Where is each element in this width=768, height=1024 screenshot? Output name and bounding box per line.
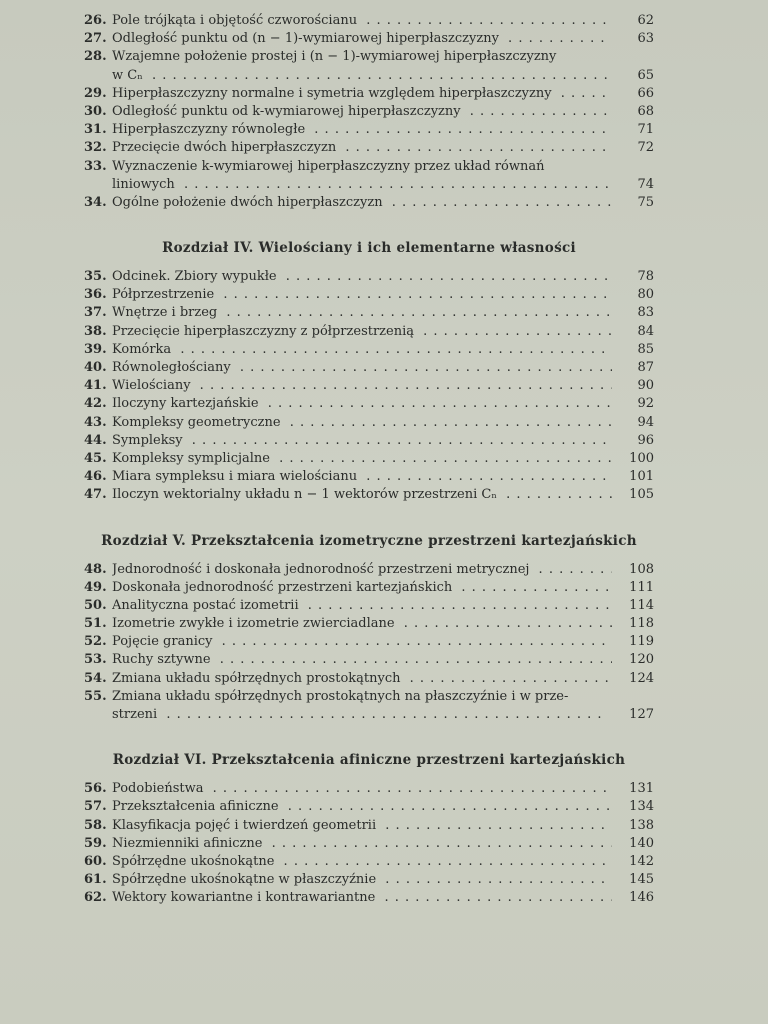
toc-entry[interactable] — [84, 651, 654, 669]
entry-title-text: Pojęcie granicy — [112, 634, 213, 650]
entry-page-number: 114 — [629, 597, 654, 613]
toc-entry[interactable] — [84, 121, 654, 139]
toc-entry[interactable] — [84, 139, 654, 157]
entry-page-number: 83 — [637, 305, 654, 321]
entry-page-number: 118 — [629, 616, 654, 632]
entry-title — [112, 798, 612, 816]
entry-page-number: 131 — [629, 781, 654, 797]
entry-number: 46. — [84, 469, 107, 485]
toc-entry[interactable] — [84, 30, 654, 48]
entry-title — [112, 359, 612, 377]
toc-entry[interactable] — [84, 780, 654, 798]
entry-number: 41. — [84, 378, 107, 394]
entry-page-number: 111 — [629, 579, 654, 595]
toc-entry[interactable] — [84, 323, 654, 341]
toc-entry[interactable] — [84, 688, 654, 724]
entry-number: 34. — [84, 194, 107, 210]
toc-entry[interactable] — [84, 268, 654, 286]
toc-entry[interactable] — [84, 359, 654, 377]
entry-page-number: 100 — [629, 450, 654, 466]
entry-number: 51. — [84, 616, 107, 632]
entry-title — [112, 486, 612, 504]
toc-entry[interactable] — [84, 48, 654, 84]
entry-number: 40. — [84, 360, 107, 376]
entry-number: 39. — [84, 341, 107, 357]
entry-number: 54. — [84, 670, 107, 686]
entry-number: 47. — [84, 487, 107, 503]
entry-title — [112, 651, 612, 669]
entry-title — [112, 30, 612, 48]
entry-title — [112, 561, 612, 579]
toc-entry[interactable] — [84, 103, 654, 121]
entry-title-text: Hiperpłaszczyzny normalne i symetria względem hiperpłaszczyzny — [112, 85, 552, 101]
entry-title-text: Ruchy sztywne — [112, 652, 211, 668]
entry-title-line1: Zmiana układu spółrzędnych prostokątnych na płaszczyźnie i w prze- — [112, 688, 569, 704]
entry-number: 35. — [84, 269, 107, 285]
entry-title — [112, 268, 612, 286]
entry-number: 26. — [84, 13, 107, 28]
toc-entry[interactable] — [84, 12, 654, 30]
entry-page-number: 71 — [637, 122, 654, 138]
entry-number: 52. — [84, 634, 107, 650]
entry-title-text: Wielościany — [112, 378, 191, 394]
entry-number: 61. — [84, 872, 107, 888]
toc-entry[interactable] — [84, 194, 654, 212]
toc-entry[interactable] — [84, 341, 654, 359]
entry-title — [112, 450, 612, 468]
entry-number: 31. — [84, 122, 107, 138]
entry-title — [112, 871, 612, 889]
entry-number: 60. — [84, 853, 107, 869]
entry-page-number: 74 — [637, 176, 654, 192]
entry-number: 28. — [84, 49, 107, 65]
table-of-contents — [84, 12, 654, 908]
entry-number: 50. — [84, 597, 107, 613]
entry-title — [112, 670, 612, 688]
toc-entry[interactable] — [84, 853, 654, 871]
entry-title — [112, 835, 612, 853]
entry-title — [112, 853, 612, 871]
toc-entry[interactable] — [84, 615, 654, 633]
entry-page-number: 63 — [637, 31, 654, 47]
entry-number: 59. — [84, 835, 107, 851]
entry-title-text: Zmiana układu spółrzędnych prostokątnych — [112, 670, 401, 686]
entry-page-number: 84 — [637, 323, 654, 339]
entry-title-text: Podobieństwa — [112, 781, 204, 797]
entry-title-text: Spółrzędne ukośnokątne — [112, 853, 275, 869]
entry-number: 49. — [84, 579, 107, 595]
entry-number: 58. — [84, 817, 107, 833]
toc-entry[interactable] — [84, 633, 654, 651]
entry-title-text: Wektory kowariantne i kontrawariantne — [112, 890, 376, 906]
entry-number: 30. — [84, 103, 107, 119]
entry-title-text: Odległość punktu od k-wymiarowej hiperpłaszczyzny — [112, 103, 461, 119]
entry-title-text: Równoległościany — [112, 360, 231, 376]
entry-title — [112, 85, 612, 103]
entry-title-text: Niezmienniki afiniczne — [112, 835, 263, 851]
entry-title — [112, 304, 612, 322]
entry-number: 38. — [84, 323, 107, 339]
entry-title — [112, 286, 612, 304]
entry-title — [112, 615, 612, 633]
entry-title-text: Doskonała jednorodność przestrzeni kartezjańskich — [112, 579, 453, 595]
entry-title-line1: Wyznaczenie k-wymiarowej hiperpłaszczyzny przez układ równań — [112, 158, 545, 174]
chapter-heading: Rozdział IV. Wielościany i ich elementarne własności — [162, 240, 576, 257]
entry-title-text: Odległość punktu od (n − 1)-wymiarowej hiperpłaszczyzny — [112, 31, 499, 47]
entry-title — [112, 633, 612, 651]
entry-page-number: 142 — [629, 853, 654, 869]
entry-title — [112, 688, 612, 724]
entry-title — [112, 414, 612, 432]
entry-title-line2: strzeni — [112, 707, 158, 723]
entry-page-number: 62 — [637, 13, 654, 28]
toc-entry[interactable] — [84, 377, 654, 395]
toc-entry[interactable] — [84, 561, 654, 579]
toc-entry[interactable] — [84, 798, 654, 816]
entry-title — [112, 395, 612, 413]
entry-title-line2: w Cₙ — [112, 67, 143, 83]
entry-page-number: 101 — [629, 469, 654, 485]
entry-page-number: 87 — [637, 360, 654, 376]
entry-title-text: Przekształcenia afiniczne — [112, 799, 279, 815]
entry-title — [112, 579, 612, 597]
entry-title-text: Wnętrze i brzeg — [112, 305, 218, 321]
toc-entry[interactable] — [84, 432, 654, 450]
toc-entry[interactable] — [84, 395, 654, 413]
entry-number: 33. — [84, 158, 107, 174]
chapter-heading: Rozdział VI. Przekształcenia afiniczne przestrzeni kartezjańskich — [112, 752, 626, 769]
entry-title-text: Odcinek. Zbiory wypukłe — [112, 269, 277, 285]
entry-page-number: 68 — [637, 103, 654, 119]
entry-title — [112, 103, 612, 121]
entry-title-text: Półprzestrzenie — [112, 287, 215, 303]
entry-page-number: 138 — [629, 817, 654, 833]
entry-number: 48. — [84, 561, 107, 577]
entry-number: 42. — [84, 396, 107, 412]
entry-number: 43. — [84, 414, 107, 430]
entry-number: 29. — [84, 85, 107, 101]
entry-page-number: 65 — [637, 67, 654, 83]
entry-title-text: Kompleksy geometryczne — [112, 414, 281, 430]
toc-entry[interactable] — [84, 670, 654, 688]
entry-title-text: Przecięcie hiperpłaszczyzny z półprzestrzenią — [112, 323, 414, 339]
entry-page-number: 145 — [629, 872, 654, 888]
toc-entry[interactable] — [84, 414, 654, 432]
entry-number: 45. — [84, 450, 107, 466]
entry-number: 37. — [84, 305, 107, 321]
entry-page-number: 85 — [637, 341, 654, 357]
toc-entry[interactable] — [84, 817, 654, 835]
entry-page-number: 90 — [637, 378, 654, 394]
entry-title — [112, 341, 612, 359]
entry-page-number: 92 — [637, 396, 654, 412]
entry-title-text: Analityczna postać izometrii — [112, 597, 299, 613]
entry-title-text: Sympleksy — [112, 432, 183, 448]
entry-title — [112, 12, 612, 30]
entry-page-number: 72 — [637, 140, 654, 156]
entry-page-number: 119 — [629, 634, 654, 650]
entry-number: 27. — [84, 31, 107, 47]
toc-entry[interactable] — [84, 158, 654, 194]
entry-page-number: 66 — [637, 85, 654, 101]
entry-title — [112, 889, 612, 907]
entry-title-text: Kompleksy symplicjalne — [112, 450, 270, 466]
entry-page-number: 96 — [637, 432, 654, 448]
toc-entry[interactable] — [84, 85, 654, 103]
entry-number: 32. — [84, 140, 107, 156]
entry-number: 62. — [84, 890, 107, 906]
toc-entry[interactable] — [84, 597, 654, 615]
entry-page-number: 94 — [637, 414, 654, 430]
toc-entry[interactable] — [84, 468, 654, 486]
entry-title — [112, 323, 612, 341]
entry-title-text: Przecięcie dwóch hiperpłaszczyzn — [112, 140, 337, 156]
entry-title — [112, 468, 612, 486]
entry-page-number: 120 — [629, 652, 654, 668]
entry-title-text: Klasyfikacja pojęć i twierdzeń geometrii — [112, 817, 377, 833]
entry-title — [112, 48, 612, 84]
entry-page-number: 105 — [629, 487, 654, 503]
toc-entry[interactable] — [84, 889, 654, 907]
entry-title — [112, 194, 612, 212]
entry-title — [112, 121, 612, 139]
entry-page-number: 124 — [629, 670, 654, 686]
entry-title — [112, 597, 612, 615]
entry-page-number: 140 — [629, 835, 654, 851]
entry-title-text: Miara sympleksu i miara wielościanu — [112, 469, 358, 485]
entry-page-number: 108 — [629, 561, 654, 577]
entry-title-text: Jednorodność i doskonała jednorodność przestrzeni metrycznej — [112, 561, 530, 577]
entry-title — [112, 139, 612, 157]
toc-entry[interactable] — [84, 871, 654, 889]
entry-page-number: 80 — [637, 287, 654, 303]
toc-entry[interactable] — [84, 286, 654, 304]
entry-title — [112, 817, 612, 835]
entry-title — [112, 432, 612, 450]
toc-entry[interactable] — [84, 450, 654, 468]
entry-number: 53. — [84, 652, 107, 668]
entry-number: 36. — [84, 287, 107, 303]
entry-page-number: 78 — [637, 269, 654, 285]
chapter-heading: Rozdział V. Przekształcenia izometryczne przestrzeni kartezjańskich — [101, 532, 637, 549]
entry-title-text: Komórka — [112, 341, 172, 357]
entry-title-text: Hiperpłaszczyzny równoległe — [112, 122, 306, 138]
entry-page-number: 146 — [629, 890, 654, 906]
entry-title-text: Ogólne położenie dwóch hiperpłaszczyzn — [112, 194, 383, 210]
toc-entry[interactable] — [84, 486, 654, 504]
entry-number: 57. — [84, 799, 107, 815]
entry-number: 56. — [84, 781, 107, 797]
entry-title-text: Iloczyn wektorialny układu n − 1 wektorów przestrzeni Cₙ — [112, 487, 497, 503]
entry-title — [112, 158, 612, 194]
entry-page-number: 127 — [629, 707, 654, 723]
entry-page-number: 134 — [629, 799, 654, 815]
entry-title-text: Iloczyny kartezjańskie — [112, 396, 259, 412]
entry-title-text: Izometrie zwykłe i izometrie zwierciadlane — [112, 616, 395, 632]
toc-entry[interactable] — [84, 579, 654, 597]
toc-entry[interactable] — [84, 835, 654, 853]
entry-title-text: Spółrzędne ukośnokątne w płaszczyźnie — [112, 872, 377, 888]
entry-number: 55. — [84, 688, 107, 704]
entry-page-number: 75 — [637, 194, 654, 210]
entry-title-text: Pole trójkąta i objętość czworościanu — [112, 13, 358, 28]
entry-title-line1: Wzajemne położenie prostej i (n − 1)-wymiarowej hiperpłaszczyzny — [112, 49, 557, 65]
entry-number: 44. — [84, 432, 107, 448]
entry-title — [112, 780, 612, 798]
toc-entry[interactable] — [84, 304, 654, 322]
entry-title — [112, 377, 612, 395]
entry-title-line2: liniowych — [112, 176, 175, 192]
